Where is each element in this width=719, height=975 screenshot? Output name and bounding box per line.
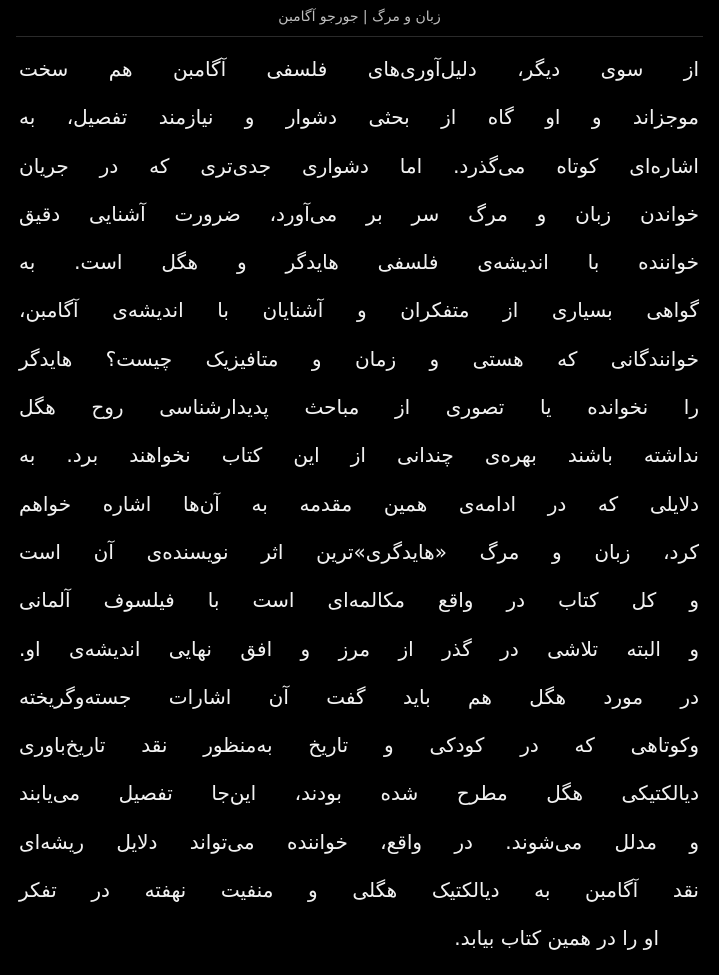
- text-line: نقد آگامبن به دیالکتیک هگلی و منفیت نهفته در تفکر: [19, 878, 699, 903]
- text-line-last: او را در همین کتاب بیابد.: [454, 926, 659, 951]
- text-line: دیالکتیکی هگل مطرح شده بودند، این‌جا تفصیل می‌یابند: [19, 781, 699, 806]
- text-line: از سوی دیگر، دلیل‌آوری‌های فلسفی آگامبن هم سخت: [19, 57, 699, 81]
- text-line: و البته تلاشی در گذر از مرز و افق نهایی اندیشه‌ی او.: [19, 636, 699, 661]
- text-line: نداشته باشند بهره‌ی چندانی از این کتاب نخواهند برد. به: [19, 443, 699, 468]
- text-line: کرد، زبان و مرگ «هایدگری»ترین اثر نویسنده‌ی آن است: [19, 539, 699, 564]
- text-line: خواننده با اندیشه‌ی فلسفی هایدگر و هگل است. به: [19, 250, 699, 275]
- text-line: دلایلی که در ادامه‌ی همین مقدمه به آن‌ها اشاره خواهم: [19, 491, 699, 516]
- text-line: موجزاند و او گاه از بحثی دشوار و نیازمند تفصیل، به: [19, 105, 699, 130]
- book-title-header: زبان و مرگ | جورجو آگامبن: [278, 9, 441, 25]
- text-line: و کل کتاب در واقع مکالمه‌ای است با فیلسوف آلمانی: [19, 588, 699, 613]
- text-line: را نخوانده یا تصوری از مباحث پدیدارشناسی روح هگل: [19, 395, 699, 420]
- text-line: اشاره‌ای کوتاه می‌گذرد. اما دشواری جدی‌تری که در جریان: [19, 153, 699, 178]
- text-line: و مدلل می‌شوند. در واقع، خواننده می‌تواند دلایل ریشه‌ای: [19, 829, 699, 854]
- page-header: [0, 6, 719, 28]
- text-line: گواهی بسیاری از متفکران و آشنایان با اندیشه‌ی آگامبن،: [19, 298, 699, 323]
- body-paragraph: [0, 45, 719, 963]
- text-line: خوانندگانی که هستی و زمان و متافیزیک چیست؟ هایدگر: [19, 346, 699, 371]
- text-line: وکوتاهی که در کودکی و تاریخ به‌منظور نقد تاریخ‌باوری: [19, 733, 699, 758]
- header-divider: [16, 36, 703, 37]
- text-line: در مورد هگل هم باید گفت آن اشارات جسته‌وگریخته: [19, 684, 699, 709]
- text-line: خواندن زبان و مرگ سر بر می‌آورد، ضرورت آشنایی دقیق: [19, 201, 699, 226]
